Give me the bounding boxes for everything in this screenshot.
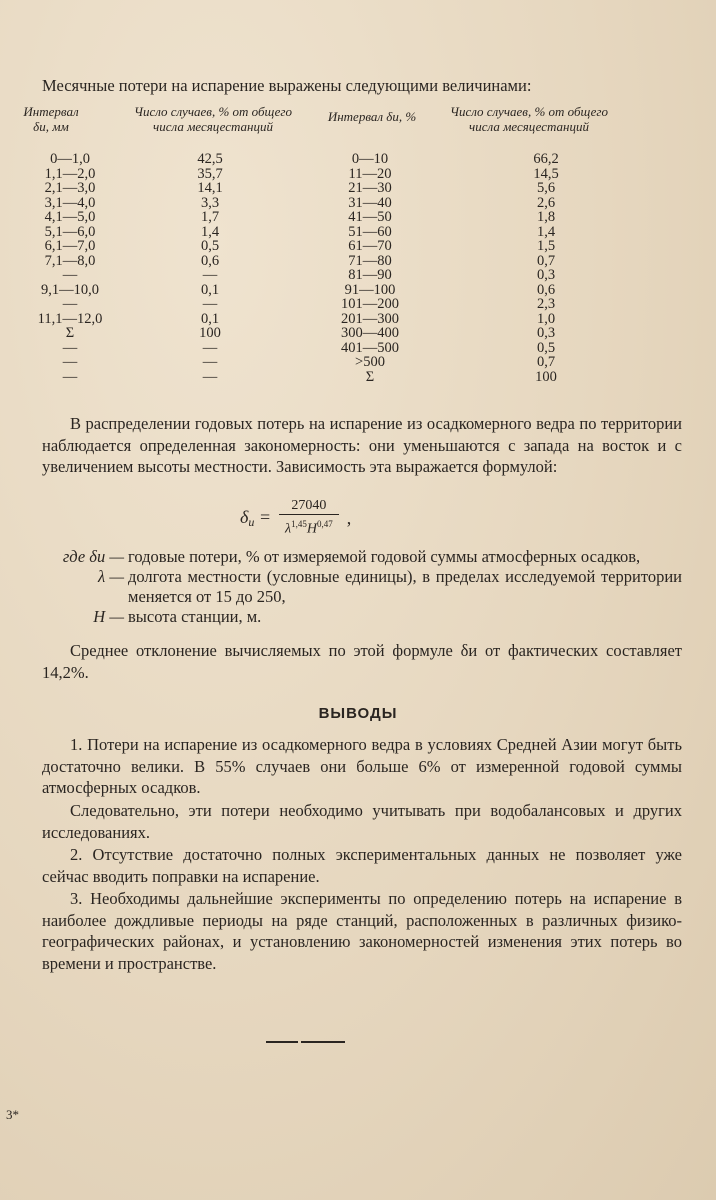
table-cell: 14,5 (533, 165, 559, 182)
table-cell: 101—200 (341, 296, 399, 312)
table-cell: 0,5 (200, 238, 220, 254)
definition-row (42, 567, 682, 607)
table-cell: 0,5 (536, 339, 556, 356)
table-cell: 3,1—4,0 (44, 194, 96, 211)
formula-lhs: $\delta_и$ = (240, 506, 272, 529)
table-cell: — (62, 296, 78, 312)
table-cell: 300—400 (341, 325, 399, 341)
table-cell: 11,1—12,0 (37, 310, 103, 327)
definition-text: высота станции, м. (128, 607, 262, 626)
table-cell: — (62, 267, 78, 283)
table-cell: 3,3 (200, 194, 220, 211)
table-cell: 51—60 (348, 223, 392, 240)
table-cell: 0,3 (536, 267, 556, 283)
table-cell: 100 (535, 368, 557, 385)
intro-line: Месячные потери на испарение выражены следующими величинами: (42, 76, 532, 95)
table-cell: 1,0 (536, 310, 556, 327)
definition-term: H — (93, 607, 124, 626)
formula-trail: , (346, 507, 352, 528)
table-cell: >500 (355, 354, 385, 370)
table-cell: 7,1—8,0 (44, 252, 96, 269)
table-cell: 9,1—10,0 (41, 281, 99, 298)
definition-row (42, 547, 682, 567)
table-cell: 4,1—5,0 (44, 209, 96, 225)
table-cell: 61—70 (348, 238, 392, 254)
table-cell: 11—20 (348, 165, 392, 182)
table-cell: 42,5 (197, 151, 223, 167)
conclusion-2: 2. Отсутствие достаточно полных экспериментальных данных не позволяет уже сейчас вводить поправки на испарение. (42, 845, 682, 886)
table-cell: 35,7 (197, 165, 223, 182)
formula-definitions (42, 547, 682, 627)
paragraph-deviation: Среднее отклонение вычисляемых по этой формуле δи от фактических составляет 14,2%. (42, 641, 682, 682)
table-cell: 21—30 (348, 180, 392, 196)
table-cell: — (62, 368, 78, 385)
table-cell: 100 (199, 325, 221, 341)
table-cell: Σ (365, 368, 375, 385)
table-cell: 2,3 (536, 296, 556, 312)
table-cell: — (62, 339, 78, 356)
table-cell: 0,6 (536, 281, 556, 298)
table-cell: 0,7 (536, 354, 556, 370)
table-cell: — (202, 368, 218, 385)
table-cell: 41—50 (348, 209, 392, 225)
table-cell: 5,1—6,0 (44, 223, 96, 240)
table-cell: 91—100 (344, 281, 396, 298)
table-cell: 201—300 (341, 310, 399, 327)
table-cell: 71—80 (348, 252, 392, 269)
table-col-cases-1 (160, 152, 260, 384)
table-cell: — (202, 339, 218, 356)
conclusion-3: 3. Необходимы дальнейшие эксперименты по определению потерь на испарение в наиболее дождливые периоды на ряде станций, расположенных в различных физико-географических районах, и установлению закономерностей изменения этих потерь во времени и пространстве. (42, 889, 682, 973)
table-cell: 401—500 (341, 339, 399, 356)
definition-term: λ — (98, 567, 124, 586)
table-cell: 2,1—3,0 (44, 180, 96, 196)
formula-numerator: 27040 (291, 498, 327, 514)
table-header-cases-2: Число случаев, % от общего числа месяцестанций (449, 104, 609, 134)
definition-row (42, 607, 682, 627)
table-cell: 5,6 (536, 180, 556, 196)
table-cell: 1,1—2,0 (44, 165, 96, 182)
end-rule-right (301, 1041, 345, 1043)
table-cell: 31—40 (348, 194, 392, 211)
formula-fraction (279, 497, 339, 539)
table-cell: 81—90 (348, 267, 392, 283)
table-cell: 14,1 (197, 180, 223, 196)
definition-text: долгота местности (условные единицы), в пределах исследуемой территории меняется от 15 до 250, (128, 567, 682, 606)
paragraph-distribution: В распределении годовых потерь на испарение из осадкомерного ведра по территории наблюдается определенная закономерность: они уменьшаются с запада на восток и с увеличением высоты местности. Зависимость эта выражается формулой: (42, 414, 682, 476)
table-cell: 0,7 (536, 252, 556, 269)
table-cell: 1,4 (536, 223, 556, 240)
formula (240, 496, 351, 540)
table-cell: — (202, 296, 218, 312)
table-cell: 0,1 (200, 281, 220, 298)
table-header-interval-pct: Интервал δи, % (327, 109, 417, 124)
table-header-cases-1: Число случаев, % от общего числа месяцестанций (133, 104, 293, 134)
table-cell: 0,6 (200, 252, 220, 269)
table-cell: — (202, 267, 218, 283)
table-cell: 1,8 (536, 209, 556, 225)
table-cell: — (202, 354, 218, 370)
table-cell: 0—1,0 (50, 151, 90, 167)
section-heading-conclusions: ВЫВОДЫ (318, 705, 398, 722)
table-col-interval-mm (22, 152, 118, 384)
definition-text: годовые потери, % от измеряемой годовой суммы атмосферных осадков, (128, 547, 641, 566)
table-cell: 2,6 (536, 194, 556, 211)
table-cell: 1,4 (200, 223, 220, 240)
conclusion-1: 1. Потери на испарение из осадкомерного ведра в условиях Средней Азии могут быть достаточно велики. В 55% случаев они больше 6% от измеренной годовой суммы атмосферных осадков. (42, 735, 682, 797)
table-cell: Σ (65, 325, 75, 341)
table-cell: 0—10 (351, 151, 389, 167)
table-col-cases-2 (496, 152, 596, 384)
table-header-interval-mm: Интервал δи, мм (23, 104, 79, 134)
table-cell: 0,3 (536, 325, 556, 341)
signature-mark: 3* (6, 1107, 19, 1122)
table-col-interval-pct (320, 152, 420, 384)
table-cell: — (62, 354, 78, 370)
table-cell: 1,7 (200, 209, 220, 225)
end-rule-left (266, 1041, 298, 1043)
table-cell: 1,5 (536, 238, 556, 254)
definition-term: где δи — (62, 547, 124, 566)
table-cell: 6,1—7,0 (44, 238, 96, 254)
formula-denominator: $\lambda^{1,45}H^{0,47}$ (285, 519, 333, 537)
conclusion-1-followup: Следовательно, эти потери необходимо учитывать при водобалансовых и других исследованиях. (42, 801, 682, 842)
table-cell: 0,1 (200, 310, 220, 327)
table-cell: 66,2 (533, 151, 559, 167)
